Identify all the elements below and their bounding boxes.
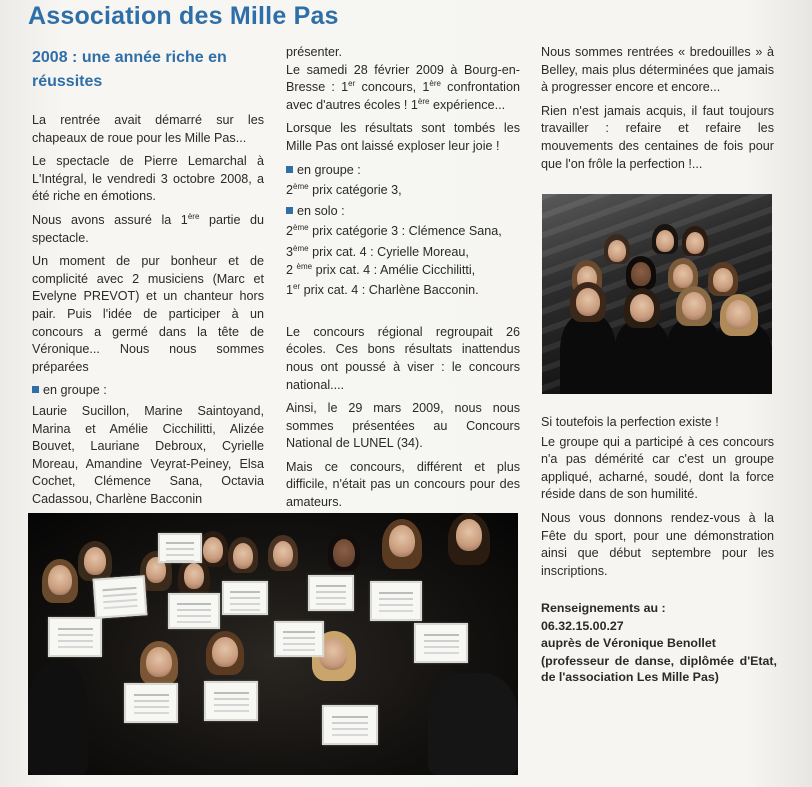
- dancer-face: [212, 637, 238, 667]
- dancer-face: [333, 539, 355, 567]
- dancer-face: [84, 547, 106, 575]
- paragraph: Le concours régional regroupait 26 écoles. Ces bons résultats inattendus nous ont poussé à viser : le concours national....: [286, 324, 520, 392]
- prize-line: 2ème prix catégorie 3 : Clémence Sana,: [286, 223, 502, 239]
- dancer-face: [630, 294, 654, 322]
- square-bullet-icon: [286, 166, 293, 173]
- diploma: [168, 593, 220, 629]
- column-3: [541, 46, 774, 179]
- column-1: [32, 46, 264, 538]
- paragraph: Le groupe qui a participé à ces concours n'a pas démérité car c'est un groupe appliqué, acharné, soudé, dont la force réside dans de son humilité.: [541, 434, 774, 502]
- dancer-face: [146, 647, 172, 677]
- dancer-face: [233, 543, 253, 569]
- dancer-face: [713, 268, 733, 292]
- section-title: 2008 : une année riche en réussites: [32, 49, 227, 90]
- dancer-face: [726, 300, 751, 329]
- prize-line: 2ème prix catégorie 3,: [286, 181, 402, 198]
- paragraph: Si toutefois la perfection existe !: [541, 415, 719, 429]
- dancer-body: [614, 320, 670, 394]
- diploma: [370, 581, 422, 621]
- contact-person: auprès de Véronique Benollet: [541, 636, 716, 650]
- diploma: [124, 683, 178, 723]
- participants-list: Laurie Sucillon, Marine Saintoyand, Marina et Amélie Cicchilitti, Alizée Bouvet, Lauriane Debroux, Cyrielle Moreau, Amandine Veyrat-Peiney, Elsa Cochet, Clémence Sana, Octavia Cadassou, Charlène Bacconin: [32, 403, 264, 506]
- paragraph: Le spectacle de Pierre Lemarchal à L'Intégral, le vendredi 3 octobre 2008, a été riche en émotions.: [32, 154, 264, 204]
- paragraph: Rien n'est jamais acquis, il faut toujours travailler : refaire et refaire les mouvements des centaines de fois pour que l'on frôle la perfection !...: [541, 103, 774, 171]
- diploma: [93, 575, 148, 619]
- contact-label: Renseignements au :: [541, 601, 666, 615]
- dancer-face: [389, 525, 415, 557]
- dancer-face: [273, 541, 293, 567]
- dancer-face: [686, 232, 704, 254]
- dancer-body: [560, 314, 616, 394]
- diploma: [308, 575, 354, 611]
- diploma: [414, 623, 468, 663]
- paragraph: Mais ce concours, différent et plus difficile, n'était pas un concours pour des amateurs.: [286, 459, 520, 510]
- contact-role: (professeur de danse, diplômée d'Etat, de l'association Les Mille Pas): [541, 653, 777, 684]
- dancer-face: [608, 240, 626, 262]
- paragraph: La rentrée avait démarré sur les chapeaux de roue pour les Mille Pas...: [32, 113, 264, 145]
- group-heading: en groupe :: [286, 162, 520, 180]
- paragraph: Lorsque les résultats sont tombés les Mille Pas ont laissé exploser leur joie !: [286, 121, 520, 153]
- diploma: [204, 681, 258, 721]
- dancer-face: [184, 563, 204, 589]
- dancer-body: [28, 663, 88, 775]
- paragraph-continued: présenter.: [286, 45, 343, 59]
- dancer-face: [456, 519, 482, 551]
- solo-heading: en solo :: [286, 203, 520, 221]
- dancer-face: [203, 537, 223, 563]
- contact-info: [541, 600, 777, 687]
- paragraph: Un moment de pur bonheur et de complicité avec 2 musiciens (Marc et Evelyne PREVOT) et un chanteur hors pair. Puis l'idée de participer à un concours a germé dans la tête de Véronique... Nous nous sommes préparées: [32, 254, 264, 374]
- prize-line: 2 $^{ème}$ prix cat. 4 : Amélie Cicchilitti,: [286, 261, 476, 277]
- paragraph: Ainsi, le 29 mars 2009, nous nous sommes présentées au Concours National de LUNEL (34).: [286, 401, 520, 451]
- prize-line: 3ème prix cat. 4 : Cyrielle Moreau,: [286, 243, 469, 259]
- dancer-face: [673, 264, 693, 288]
- group-with-diplomas-photo: [28, 513, 518, 775]
- paragraph: Nous vous donnons rendez-vous à la Fête du sport, pour une démonstration ainsi que début septembre pour les inscriptions.: [541, 510, 774, 578]
- dancer-face: [631, 262, 651, 286]
- dancer-face: [48, 565, 72, 595]
- dancer-face: [576, 288, 600, 316]
- dancers-on-stairs-photo: [542, 194, 772, 394]
- diploma: [274, 621, 324, 657]
- group-heading: en groupe :: [32, 382, 264, 400]
- diploma: [222, 581, 268, 615]
- column-3-lower: [541, 414, 774, 586]
- dancer-body: [428, 673, 518, 775]
- paragraph: Nous sommes rentrées « bredouilles » à Belley, mais plus déterminées que jamais à progresser encore et encore...: [541, 45, 774, 95]
- diploma: [48, 617, 102, 657]
- square-bullet-icon: [32, 386, 39, 393]
- dancer-face: [682, 292, 706, 320]
- page-title: Association des Mille Pas: [28, 2, 339, 30]
- prize-line: 1er prix cat. 4 : Charlène Bacconin.: [286, 281, 479, 298]
- diploma: [158, 533, 202, 563]
- column-2: [286, 46, 520, 518]
- diploma: [322, 705, 378, 745]
- contact-phone: 06.32.15.00.27: [541, 618, 624, 633]
- square-bullet-icon: [286, 207, 293, 214]
- dancer-face: [656, 230, 674, 252]
- paragraph: Nous avons assuré la 1ère partie du spectacle.: [32, 211, 265, 245]
- paragraph: Le samedi 28 février 2009 à Bourg-en-Bresse : 1er concours, 1ère confrontation avec d'autres écoles ! 1ère expérience...: [286, 62, 520, 112]
